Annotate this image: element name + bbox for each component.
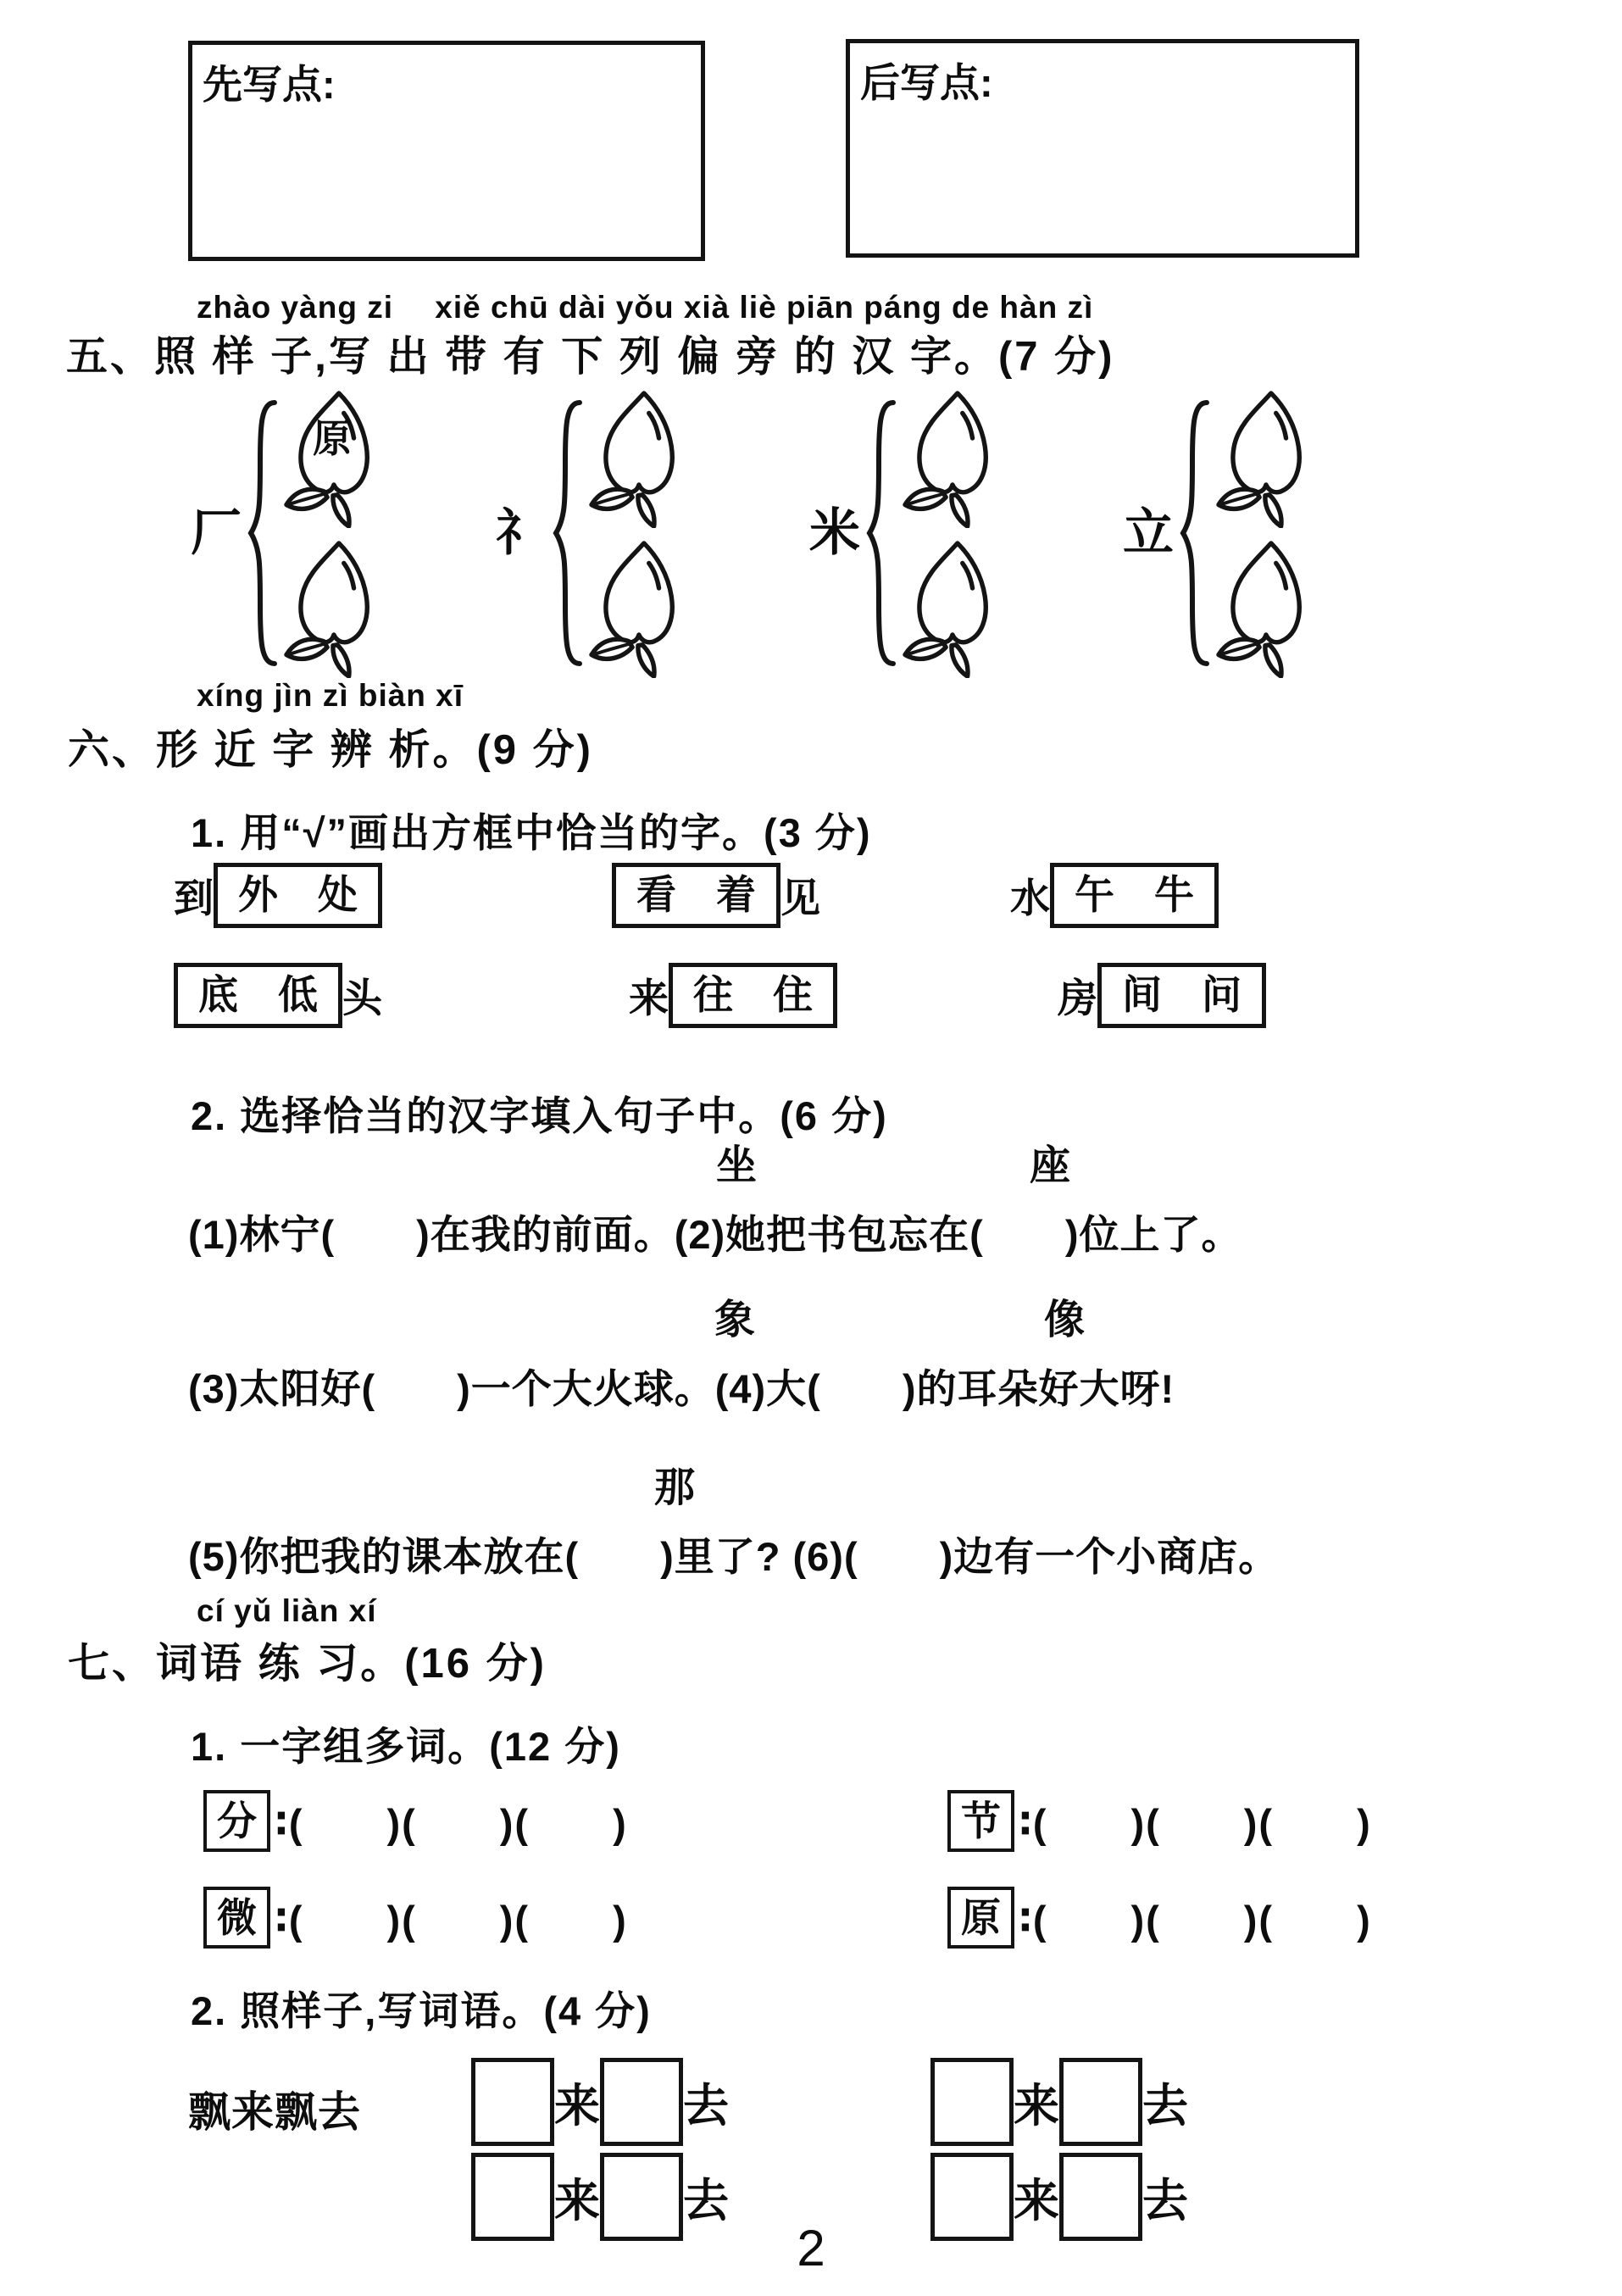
choice-box: 外 处 bbox=[214, 863, 382, 928]
prewrite-first-box bbox=[188, 41, 705, 261]
peach-shape bbox=[282, 388, 382, 528]
peach-column bbox=[1214, 388, 1314, 678]
section7-item1-label: 1. 一字组多词。(12 分) bbox=[191, 1724, 621, 1769]
radical-char: 厂 bbox=[191, 504, 242, 561]
answer-box bbox=[1059, 2058, 1142, 2146]
choice-item bbox=[1058, 963, 1266, 1028]
section6-title: 六、形 近 字 辨 析。(9 分) bbox=[68, 727, 593, 773]
brace-icon bbox=[1179, 397, 1211, 669]
answer-box bbox=[1059, 2153, 1142, 2241]
word-entry-char: 原 bbox=[947, 1887, 1014, 1949]
peach-shape bbox=[901, 538, 1001, 678]
choice-post: 见 bbox=[780, 875, 820, 920]
peach-shape bbox=[282, 538, 382, 678]
fill-sentence: (5)你把我的课本放在( )里了? (6)( )边有一个小商店。 bbox=[188, 1534, 1280, 1579]
answer-box bbox=[471, 2153, 554, 2241]
peach-icon bbox=[587, 388, 687, 528]
prewrite-later-label: 后写点: bbox=[860, 60, 993, 105]
choice-pre: 房 bbox=[1058, 975, 1097, 1020]
section7-title: 七、词语 练 习。(16 分) bbox=[68, 1641, 547, 1687]
section7-item2-label: 2. 照样子,写词语。(4 分) bbox=[191, 1988, 652, 2033]
pattern-pair bbox=[930, 2058, 1188, 2146]
word-entry-blanks: ∶( )( )( ) bbox=[275, 1898, 628, 1943]
option-char: 坐 bbox=[716, 1143, 758, 1188]
pattern-mid: 来 bbox=[554, 2080, 600, 2132]
answer-box bbox=[930, 2153, 1014, 2241]
brace-icon bbox=[552, 397, 584, 669]
fill-sentence: (3)太阳好( )一个大火球。(4)大( )的耳朵好大呀! bbox=[188, 1366, 1175, 1411]
peach-column bbox=[282, 388, 382, 678]
choice-item bbox=[174, 863, 382, 928]
pattern-end: 去 bbox=[683, 2080, 729, 2132]
page-number: 2 bbox=[797, 2220, 825, 2277]
prewrite-later-box bbox=[846, 39, 1359, 258]
section6-item2-label: 2. 选择恰当的汉字填入句子中。(6 分) bbox=[191, 1093, 888, 1138]
radical-char: 立 bbox=[1123, 504, 1174, 561]
radical-group-chang bbox=[191, 388, 382, 678]
section7-pinyin: cí yǔ liàn xí bbox=[197, 1593, 377, 1628]
choice-item bbox=[629, 963, 837, 1028]
radical-char: 礻 bbox=[496, 504, 547, 561]
word-entry bbox=[203, 1887, 628, 1949]
pattern-pair bbox=[471, 2058, 729, 2146]
choice-item bbox=[612, 863, 820, 928]
choice-box: 底 低 bbox=[174, 963, 342, 1028]
prewrite-first-label: 先写点: bbox=[203, 62, 336, 107]
pattern-end: 去 bbox=[1142, 2175, 1188, 2227]
answer-box bbox=[600, 2153, 683, 2241]
option-char: 象 bbox=[714, 1298, 756, 1343]
peach-icon bbox=[901, 388, 1001, 528]
peach-icon bbox=[587, 538, 687, 678]
word-entry-char: 微 bbox=[203, 1887, 270, 1949]
pattern-mid: 来 bbox=[1014, 2175, 1059, 2227]
peach-icon bbox=[901, 538, 1001, 678]
option-char: 座 bbox=[1030, 1143, 1071, 1188]
answer-box bbox=[600, 2058, 683, 2146]
peach-icon bbox=[1214, 388, 1314, 528]
choice-item bbox=[1010, 863, 1219, 928]
choice-box: 午 牛 bbox=[1050, 863, 1219, 928]
word-entry bbox=[203, 1790, 628, 1852]
pattern-pair bbox=[930, 2153, 1188, 2241]
word-entry-char: 节 bbox=[947, 1790, 1014, 1852]
word-entry-blanks: ∶( )( )( ) bbox=[1019, 1801, 1372, 1847]
choice-box: 往 住 bbox=[669, 963, 837, 1028]
peach-column bbox=[901, 388, 1001, 678]
peach-shape bbox=[1214, 538, 1314, 678]
option-char: 像 bbox=[1044, 1298, 1086, 1343]
answer-box bbox=[930, 2058, 1014, 2146]
word-entry-char: 分 bbox=[203, 1790, 270, 1852]
word-entry bbox=[947, 1790, 1372, 1852]
radical-group-li bbox=[1123, 388, 1314, 678]
section6-item1-label: 1. 用“√”画出方框中恰当的字。(3 分) bbox=[191, 810, 872, 855]
word-entry bbox=[947, 1887, 1372, 1949]
peach-shape bbox=[901, 388, 1001, 528]
option-char: 那 bbox=[654, 1465, 696, 1510]
brace-icon bbox=[865, 397, 897, 669]
peach-example-char: 原 bbox=[313, 416, 352, 460]
word-entry-blanks: ∶( )( )( ) bbox=[275, 1801, 628, 1847]
peach-icon bbox=[1214, 538, 1314, 678]
choice-pre: 水 bbox=[1010, 875, 1050, 920]
pattern-pair bbox=[471, 2153, 729, 2241]
section6-pinyin: xíng jìn zì biàn xī bbox=[197, 678, 464, 713]
choice-box: 间 问 bbox=[1097, 963, 1266, 1028]
answer-box bbox=[471, 2058, 554, 2146]
peach-shape bbox=[1214, 388, 1314, 528]
choice-item bbox=[174, 963, 382, 1028]
section5-title: 五、照 样 子,写 出 带 有 下 列 偏 旁 的 汉 字。(7 分) bbox=[66, 334, 1115, 380]
fill-sentence: (1)林宁( )在我的前面。(2)她把书包忘在( )位上了。 bbox=[188, 1212, 1242, 1257]
choice-box: 看 着 bbox=[612, 863, 780, 928]
pattern-end: 去 bbox=[1142, 2080, 1188, 2132]
word-entry-blanks: ∶( )( )( ) bbox=[1019, 1898, 1372, 1943]
peach-column bbox=[587, 388, 687, 678]
pattern-mid: 来 bbox=[1014, 2080, 1059, 2132]
radical-char: 米 bbox=[809, 504, 860, 561]
choice-post: 头 bbox=[342, 975, 382, 1020]
pattern-example-word: 飘来飘去 bbox=[188, 2088, 361, 2136]
section5-pinyin: zhào yàng zi xiě chū dài yǒu xià liè piān páng de hàn zì bbox=[197, 290, 1094, 325]
brace-icon bbox=[247, 397, 279, 669]
pattern-mid: 来 bbox=[554, 2175, 600, 2227]
peach-shape bbox=[587, 538, 687, 678]
pattern-end: 去 bbox=[683, 2175, 729, 2227]
choice-pre: 到 bbox=[174, 875, 214, 920]
radical-group-mi bbox=[809, 388, 1001, 678]
peach-icon bbox=[282, 538, 382, 678]
choice-pre: 来 bbox=[629, 975, 669, 1020]
radical-group-shi bbox=[496, 388, 687, 678]
peach-shape bbox=[587, 388, 687, 528]
